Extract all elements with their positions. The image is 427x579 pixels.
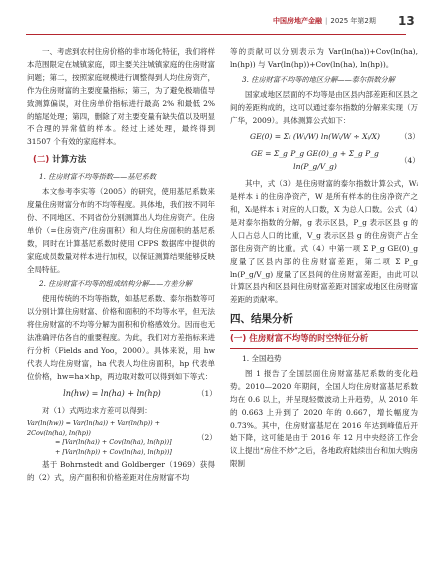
equation-1-number: （1） bbox=[197, 388, 217, 398]
equation-2 bbox=[27, 419, 215, 457]
equation-4-body: GE = Σ_g P_g GE(0)_g + Σ_g P_g ln(P_g/V_g) bbox=[251, 149, 379, 172]
subsection-number: (一) bbox=[230, 334, 247, 345]
paragraph-sample-processing: 一、考虑到农村住房价格的非市场化特征，我们将样本范围限定在城镇家庭，即主要关注城镇家庭的住房财富问题；第二，按照家庭规模进行调整得到人均住房资产，作为住房财富的主要度量指标；第三，为了避免极端值导致测算偏误，对住房单价指标进行最高 2% 和最低 2% 的缩尾处理；第四，删除了对主要变量有缺失值以及明显不合理的异常值的样本。经过上述处理，最终得到 31507 个有效的家庭样本。 bbox=[27, 47, 215, 147]
subsection-heading-spatiotemporal bbox=[230, 330, 418, 349]
equation-2-line-2: = [Var(ln(ha)) + Cov(ln(ha), ln(hp))] bbox=[55, 438, 172, 447]
paragraph-contribution-cont: 等的贡献可以分别表示为 Var(ln(ha))+Cov(ln(ha), ln(hp)) 与 Var(ln(hp))+Cov(ln(ha), ln(hp))。 bbox=[230, 47, 418, 69]
right-column bbox=[230, 46, 418, 471]
equation-4-number: （4） bbox=[400, 155, 420, 165]
paragraph-theil-explanation: 其中，式（3）是住房财富的泰尔指数计算公式，Wᵢ是样本 i 的住房净资产，W 是所有样本的住房净资产之和，Xᵢ是样本 i 对应的人口数，X 为总人口数。公式（4）是对泰尔指数的分解，g 表示区县，P_g 表示区县 g 的人口占总人口的比重，V_g 表示区县 g 的住房资产占全部住房资产的比重。式（4）中第一项 Σ P_g GE(0)_g 度量了区县内部的住房财富差距，第二项 Σ P_g ln(P_g/V_g) 度量了区县间的住房财富差距，由此可以计算区县内和区县间住房财富差距对国家或地区住房财富差距的贡献率。 bbox=[230, 179, 418, 305]
section-heading-results: 四、结果分析 bbox=[230, 313, 293, 326]
header-separator: | bbox=[325, 17, 328, 25]
paragraph-theil: 国家或地区层面的不均等是由区县内部差距和区县之间的差距构成的，这可以通过泰尔指数的分解来实现（万广华，2009）。具体测算公式如下： bbox=[230, 89, 418, 125]
paragraph-contribution: 基于 Bohrnstedt and Goldberger（1969）获得的（2）式，房产面积和价格差距对住房财富不均 bbox=[27, 460, 215, 483]
equation-2-line-3: + [Var(ln(hp)) + Cov(ln(ha), ln(hp))] bbox=[55, 447, 172, 456]
subsection-title: 住房财富不均等的时空特征分析 bbox=[246, 334, 369, 345]
left-column bbox=[27, 46, 215, 485]
section-number: (二) bbox=[33, 155, 50, 166]
paragraph-variance-intro: 对（1）式两边求方差可以得到： bbox=[42, 405, 152, 415]
journal-info bbox=[273, 16, 376, 26]
paragraph-gini: 本文参考李实等（2005）的研究，使用基尼系数来度量住房财富分布的不均等程度。具体地，我们按不同年份、不同地区、不同省份分别测算出人均住房资产。住房单价（=住房资产/住房面积）和人均住房面积的基尼系数，同时在计算基尼系数时使用 CFPS 数据库中提供的家庭成员数量对样本进行加权，以保证测算结果能够反映全局特征。 bbox=[27, 187, 215, 274]
equation-4 bbox=[230, 148, 418, 174]
header-rule bbox=[26, 34, 406, 35]
equation-2-line-1: Var(ln(hw)) = Var(ln(ha)) + Var(ln(hp)) + 2Cov(ln(ha), ln(hp)) bbox=[27, 419, 161, 437]
page-header bbox=[0, 0, 427, 36]
section-heading-methods bbox=[33, 154, 215, 167]
page-number: 13 bbox=[398, 14, 415, 28]
equation-2-number: （2） bbox=[197, 433, 217, 443]
subheading-variance-decomposition: 2. 住房财富不均等的组成结构分解——方差分解 bbox=[39, 279, 192, 289]
journal-name: 中国房地产金融 bbox=[273, 17, 322, 25]
paragraph-variance: 使用传统的不均等指数，如基尼系数、泰尔指数等可以分别计算住房财富、价格和面积的不均等水平，但无法将住房财富的不均等分解为面积和价格感效分。因而也无法准确评估各自的重要程度。为此，我们对方差指标来进行分析（Fields and Yoo，2000）。具体来说，用 hw 代表人均住房财富，ha 代表人均住房面积，hp 代表单位价格，hw=ha×hp，两边取对数可以得到如下等式： bbox=[27, 294, 215, 381]
subheading-theil: 3. 住房财富不均等的地区分解——泰尔指数分解 bbox=[242, 74, 395, 84]
equation-3 bbox=[230, 131, 418, 144]
journal-issue: 2025 年第2期 bbox=[330, 17, 376, 25]
subheading-national-trend: 1. 全国趋势 bbox=[242, 354, 282, 364]
equation-1 bbox=[27, 388, 215, 401]
equation-2-body bbox=[27, 419, 197, 457]
subheading-gini: 1. 住房财富不均等指数——基尼系数 bbox=[39, 172, 156, 182]
equation-3-number: （3） bbox=[400, 132, 420, 142]
equation-1-body: ln(hw) = ln(ha) + ln(hp) bbox=[63, 388, 161, 398]
equation-3-body: GE(0) = Σᵢ (Wᵢ/W) ln(Wᵢ/W ÷ Xᵢ/X) bbox=[250, 132, 380, 142]
paragraph-national-trend: 图 1 报告了全国层面住房财富基尼系数的变化趋势。2010—2020 年期间，全国人均住房财富基尼系数均在 0.6 以上，并呈现轻微波动上升趋势，从 2010 年的 0.663 上升到了 2020 年的 0.667，增长幅度为 0.73%。其中，住房财富基尼在 2016 年达到峰值后开始下降，这可能是由于 2016 年 12 月中央经济工作会议上提出“房住不炒”之后，各地政府陆续出台和加大购房限制 bbox=[230, 368, 418, 469]
section-title: 计算方法 bbox=[49, 155, 87, 166]
